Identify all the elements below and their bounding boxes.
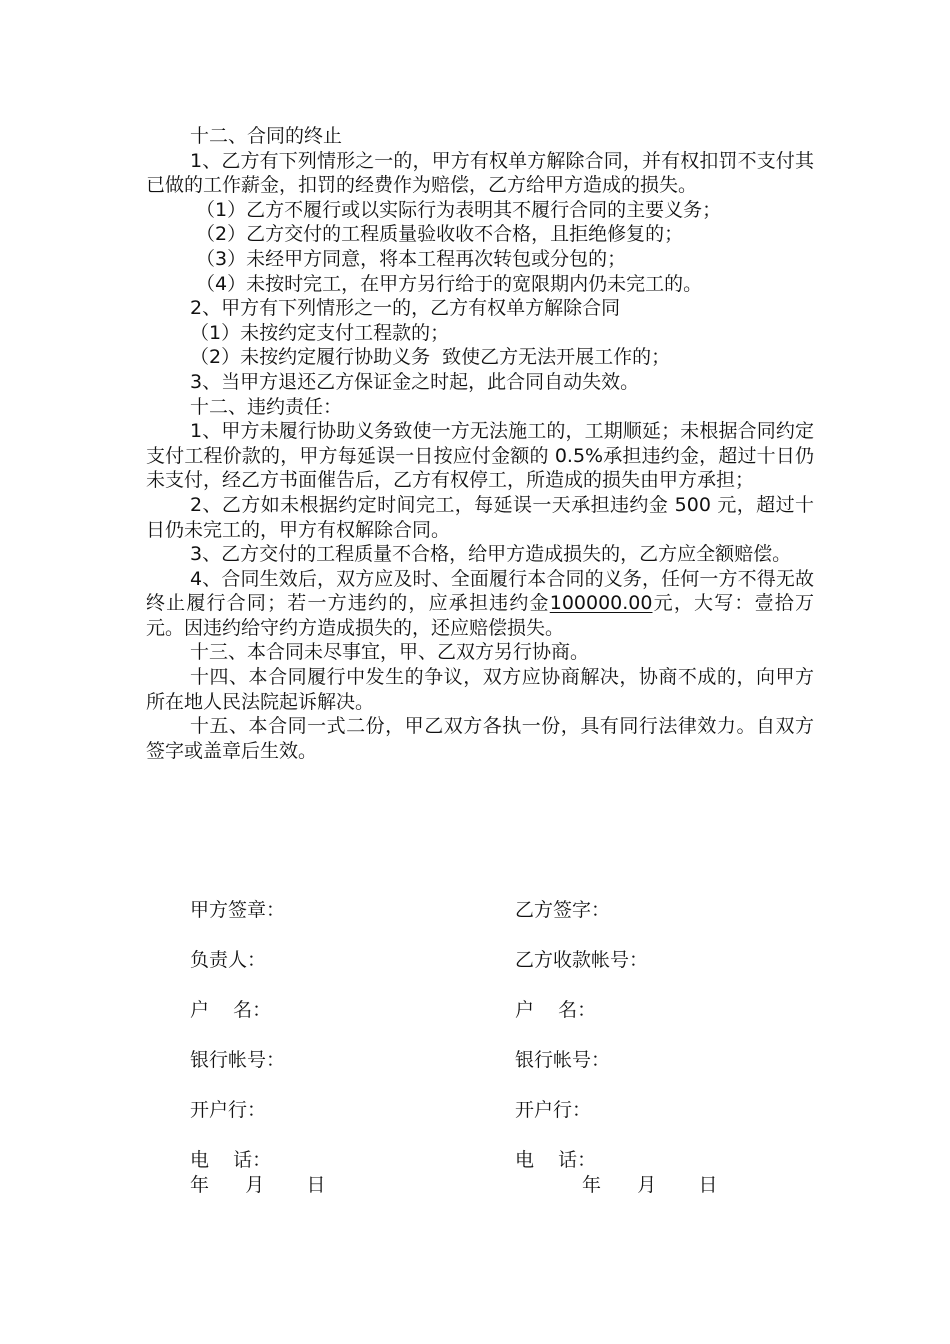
party-b-date: 年 月 日 (582, 1174, 718, 1196)
termination-clause-2-item-2: （2）未按约定履行协助义务 致使乙方无法开展工作的； (190, 346, 671, 369)
party-a-bank-label: 开户行： (190, 1099, 267, 1121)
section-heading-liability: 十二、违约责任： (190, 395, 343, 418)
clause-4-tail: 元，大写：壹拾万元。因违约给守约方造成损失的，还应赔偿损失。 (146, 592, 814, 639)
liability-clause-3: 3、乙方交付的工程质量不合格，给甲方造成损失的，乙方应全额赔偿。 (190, 543, 792, 566)
liability-clause-1: 1、甲方未履行协助义务致使一方无法施工的，工期顺延；未根据合同约定支付工程价款的，甲方每延误一日按应付金额的 0.5%承担违约金，超过十日仍未支付，经乙方书面催告后，乙方有权停工，所造成的损失由甲方承担； (146, 420, 814, 492)
party-a-signature (190, 898, 285, 1198)
party-a-bank-account-label: 银行帐号： (190, 1049, 286, 1071)
section-heading-termination: 十二、合同的终止 (190, 125, 343, 147)
party-a-account-name-label: 户 名： (190, 999, 272, 1021)
party-a-date: 年 月 日 (190, 1174, 326, 1196)
section-15: 十五、本合同一式二份，甲乙双方各执一份，具有同行法律效力。自双方签字或盖章后生效。 (146, 715, 814, 762)
termination-clause-1: 1、乙方有下列情形之一的，甲方有权单方解除合同，并有权扣罚不支付其已做的工作薪金，扣罚的经费作为赔偿，乙方给甲方造成的损失。 (146, 149, 814, 197)
party-a-seal-label: 甲方签章： (190, 899, 286, 921)
liability-clause-2: 2、乙方如未根据约定时间完工，每延误一天承担违约金 500 元，超过十日仍未完工的，甲方有权解除合同。 (146, 493, 814, 541)
termination-clause-2-item-1: （1）未按约定支付工程款的； (190, 321, 450, 344)
termination-item-3: （3）未经甲方同意，将本工程再次转包或分包的； (196, 247, 627, 270)
termination-item-4: （4）未按时完工，在甲方另行给于的宽限期内仍未完工的。 (196, 272, 703, 295)
termination-item-2: （2）乙方交付的工程质量验收收不合格，且拒绝修复的； (196, 223, 684, 246)
party-b-phone-label: 电 话： (515, 1149, 597, 1171)
penalty-amount: 100000.00 (549, 592, 653, 615)
party-b-receiving-account-label: 乙方收款帐号： (515, 949, 649, 971)
section-13: 十三、本合同未尽事宜，甲、乙双方另行协商。 (190, 641, 590, 664)
party-b-account-name-label: 户 名： (515, 999, 597, 1021)
termination-item-1: （1）乙方不履行或以实际行为表明其不履行合同的主要义务； (196, 198, 722, 221)
party-a-phone-label: 电 话： (190, 1149, 272, 1171)
party-b-bank-label: 开户行： (515, 1099, 592, 1121)
termination-clause-2: 2、甲方有下列情形之一的，乙方有权单方解除合同 (190, 297, 621, 320)
party-a-manager-label: 负责人： (190, 949, 267, 971)
liability-clause-4 (146, 567, 814, 641)
section-14: 十四、本合同履行中发生的争议，双方应协商解决，协商不成的，向甲方所在地人民法院起诉解决。 (146, 666, 814, 713)
party-b-bank-account-label: 银行帐号： (515, 1049, 611, 1071)
clause-4-lead: 4、合同生效后，双方应及时、全面履行本合同的义务，任何一方不得无故终止履行合同；若一方违约的，应承担违约金 (146, 567, 814, 615)
party-b-signature (515, 898, 648, 1198)
contract-body (146, 124, 814, 763)
termination-clause-3: 3、当甲方退还乙方保证金之时起，此合同自动失效。 (190, 370, 640, 393)
party-b-sign-label: 乙方签字： (515, 899, 611, 921)
